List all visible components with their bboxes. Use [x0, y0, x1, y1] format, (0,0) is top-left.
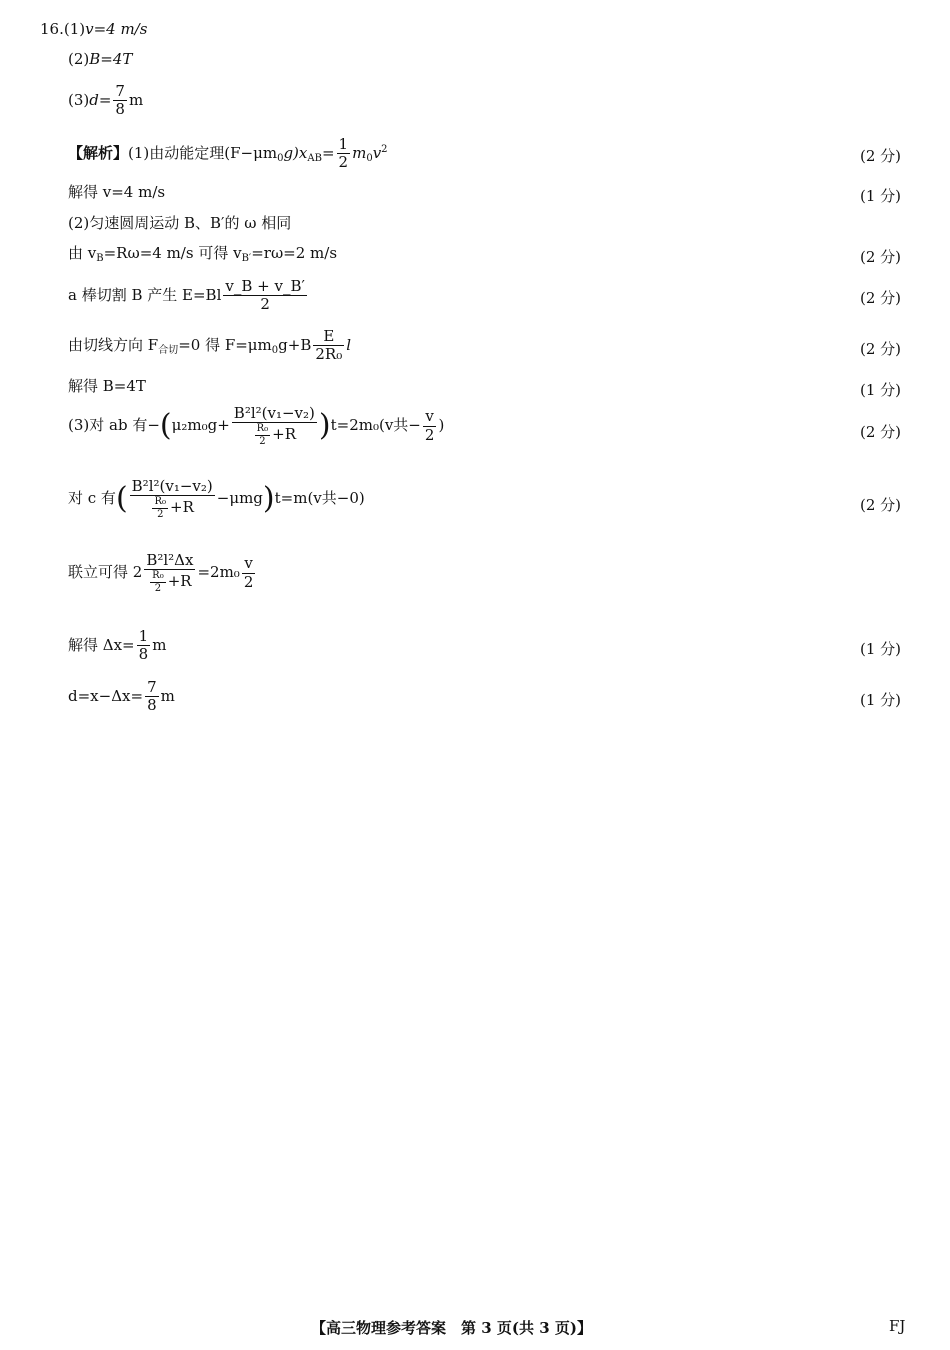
answer-2: (2)B=4T	[68, 50, 133, 68]
points-line-8: (2 分)	[860, 423, 902, 441]
points-line-1: (2 分)	[860, 147, 902, 165]
answer-3-fraction: $\frac{7}{8}$	[115, 82, 125, 119]
analysis-tag: 【解析】	[68, 143, 129, 162]
points-line-4: (2 分)	[860, 248, 902, 266]
answer-3: (3)d= $\frac{7}{8}$ m	[68, 82, 144, 119]
points-line-12: (1 分)	[860, 691, 902, 709]
analysis-line-2: 解得 v=4 m/s	[68, 183, 166, 201]
points-line-11: (1 分)	[860, 640, 902, 658]
analysis-line-5: a 棒切割 B 产生 E=Bl $\frac{v\_B + v\_B'}{2}$	[68, 277, 305, 314]
answer-1: v=4 m/s	[85, 20, 148, 38]
analysis-line-4: 由 $v_B=R\omega=4$ m/s 可得 $v_{B'}=r\omega=2$ m/s	[68, 244, 338, 264]
points-line-7: (1 分)	[860, 381, 902, 399]
points-line-2: (1 分)	[860, 187, 902, 205]
analysis-line-8: (3)对 ab 有−(μ₂m₀g+ B²l²(v₁−v₂) $\frac{\text{R₀}}{2}$ +R )t=2m₀(v共− $\frac{v}{2}$ )	[68, 404, 445, 447]
analysis-line-7: 解得 B=4T	[68, 377, 146, 395]
analysis-line-1: 【解析】(1)由动能定理$(F-\mu m_0g)x_{AB}=$ $\frac{1}{2}$ $m_0v^2$	[68, 135, 388, 172]
analysis-line-11: 解得 Δx= $\frac{1}{8}$ m	[68, 627, 167, 664]
points-line-5: (2 分)	[860, 289, 902, 307]
analysis-line-10: 联立可得 2 B²l²Δx $\frac{\text{R₀}}{2}$ +R =2m₀ $\frac{v}{2}$	[68, 551, 254, 594]
points-line-6: (2 分)	[860, 340, 902, 358]
page-footer: 【高三物理参考答案 第 3 页(共 3 页)】	[311, 1319, 592, 1337]
footer-code: FJ	[889, 1317, 906, 1335]
analysis-line-3: (2)匀速圆周运动 B、B′的 ω 相同	[68, 214, 292, 232]
question-number: 16.(1)v=4 m/s	[40, 20, 148, 38]
points-line-9: (2 分)	[860, 496, 902, 514]
analysis-line-6: 由切线方向 $F_{合切}=0$ 得 $F=\mu m_0g+B$ $\frac{E}{\text{2R₀}}$ l	[68, 327, 352, 364]
analysis-line-12: d=x−Δx= $\frac{7}{8}$ m	[68, 678, 175, 715]
analysis-line-9: 对 c 有( B²l²(v₁−v₂) $\frac{\text{R₀}}{2}$ +R −μmg)t=m(v共−0)	[68, 477, 365, 520]
